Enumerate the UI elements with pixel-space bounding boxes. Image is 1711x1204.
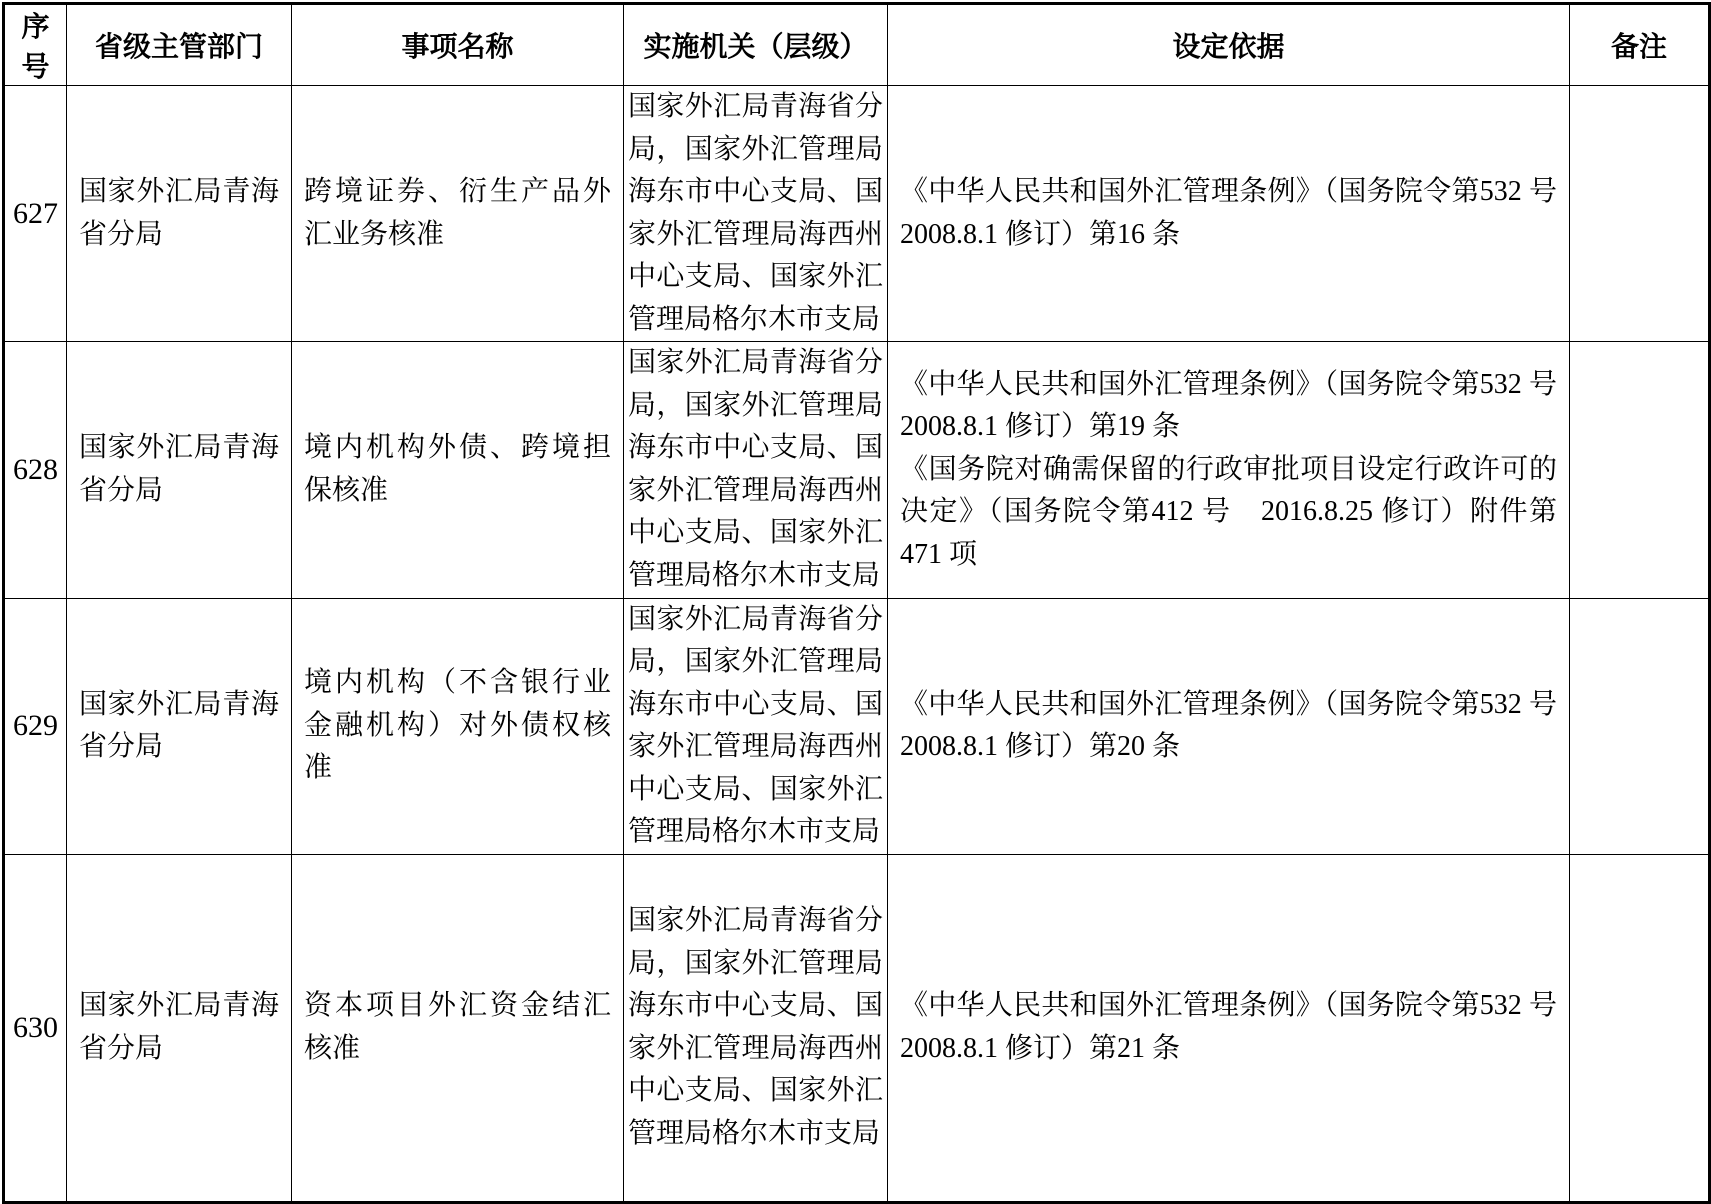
column-header-setting-basis: 设定依据 <box>888 4 1570 86</box>
header-row <box>4 4 1710 86</box>
basis-citation: 《中华人民共和国外汇管理条例》（国务院令第532 号 2008.8.1 修订）第19 条 <box>900 368 1586 443</box>
cell-implementing-agency: 国家外汇局青海省分局，国家外汇管理局海东市中心支局、国家外汇管理局海西州中心支局、国家外汇管理局格尔木市支局 <box>624 854 888 1202</box>
cell-implementing-agency: 国家外汇局青海省分局，国家外汇管理局海东市中心支局、国家外汇管理局海西州中心支局、国家外汇管理局格尔木市支局 <box>624 598 888 854</box>
cell-remark <box>1570 598 1710 854</box>
cell-setting-basis <box>888 86 1586 342</box>
column-header-department: 省级主管部门 <box>67 4 292 86</box>
table-body <box>4 86 1710 1203</box>
cell-item-name: 跨境证券、衍生产品外汇业务核准 <box>292 86 624 342</box>
cell-implementing-agency: 国家外汇局青海省分局，国家外汇管理局海东市中心支局、国家外汇管理局海西州中心支局、国家外汇管理局格尔木市支局 <box>624 86 888 342</box>
cell-department: 国家外汇局青海省分局 <box>67 342 292 598</box>
basis-citation: 《国务院对确需保留的行政审批项目设定行政许可的决定》（国务院令第412 号 2016.8.25 修订）附件第471 项 <box>900 453 1557 570</box>
table-header <box>4 4 1710 86</box>
table-row <box>4 854 1710 1202</box>
cell-item-name: 境内机构（不含银行业金融机构）对外债权核准 <box>292 598 624 854</box>
cell-serial-number: 629 <box>4 598 67 854</box>
column-header-implementing-agency: 实施机关（层级） <box>624 4 888 86</box>
cell-remark <box>1570 854 1710 1202</box>
basis-citation: 《中华人民共和国外汇管理条例》（国务院令第532 号 2008.8.1 修订）第21 条 <box>900 990 1586 1064</box>
cell-implementing-agency: 国家外汇局青海省分局，国家外汇管理局海东市中心支局、国家外汇管理局海西州中心支局、国家外汇管理局格尔木市支局 <box>624 342 888 598</box>
basis-citation: 《中华人民共和国外汇管理条例》（国务院令第532 号 2008.8.1 修订）第20 条 <box>900 688 1586 763</box>
cell-setting-basis <box>888 598 1586 854</box>
cell-setting-basis <box>888 342 1586 598</box>
cell-item-name: 境内机构外债、跨境担保核准 <box>292 342 624 598</box>
cell-department: 国家外汇局青海省分局 <box>67 598 292 854</box>
cell-serial-number: 628 <box>4 342 67 598</box>
cell-department: 国家外汇局青海省分局 <box>67 86 292 342</box>
basis-citation: 《中华人民共和国外汇管理条例》（国务院令第532 号 2008.8.1 修订）第16 条 <box>900 176 1586 250</box>
cell-remark <box>1570 342 1710 598</box>
cell-serial-number: 630 <box>4 854 67 1202</box>
column-header-item-name: 事项名称 <box>292 4 624 86</box>
cell-serial-number: 627 <box>4 86 67 342</box>
column-header-serial-number: 序号 <box>4 4 67 86</box>
column-header-remark: 备注 <box>1570 4 1710 86</box>
table-row <box>4 342 1710 598</box>
cell-department: 国家外汇局青海省分局 <box>67 854 292 1202</box>
table-row <box>4 598 1710 854</box>
cell-remark <box>1570 86 1710 342</box>
cell-item-name: 资本项目外汇资金结汇核准 <box>292 854 624 1202</box>
approval-items-table <box>2 2 1711 1204</box>
table-row <box>4 86 1710 342</box>
cell-setting-basis <box>888 854 1586 1202</box>
